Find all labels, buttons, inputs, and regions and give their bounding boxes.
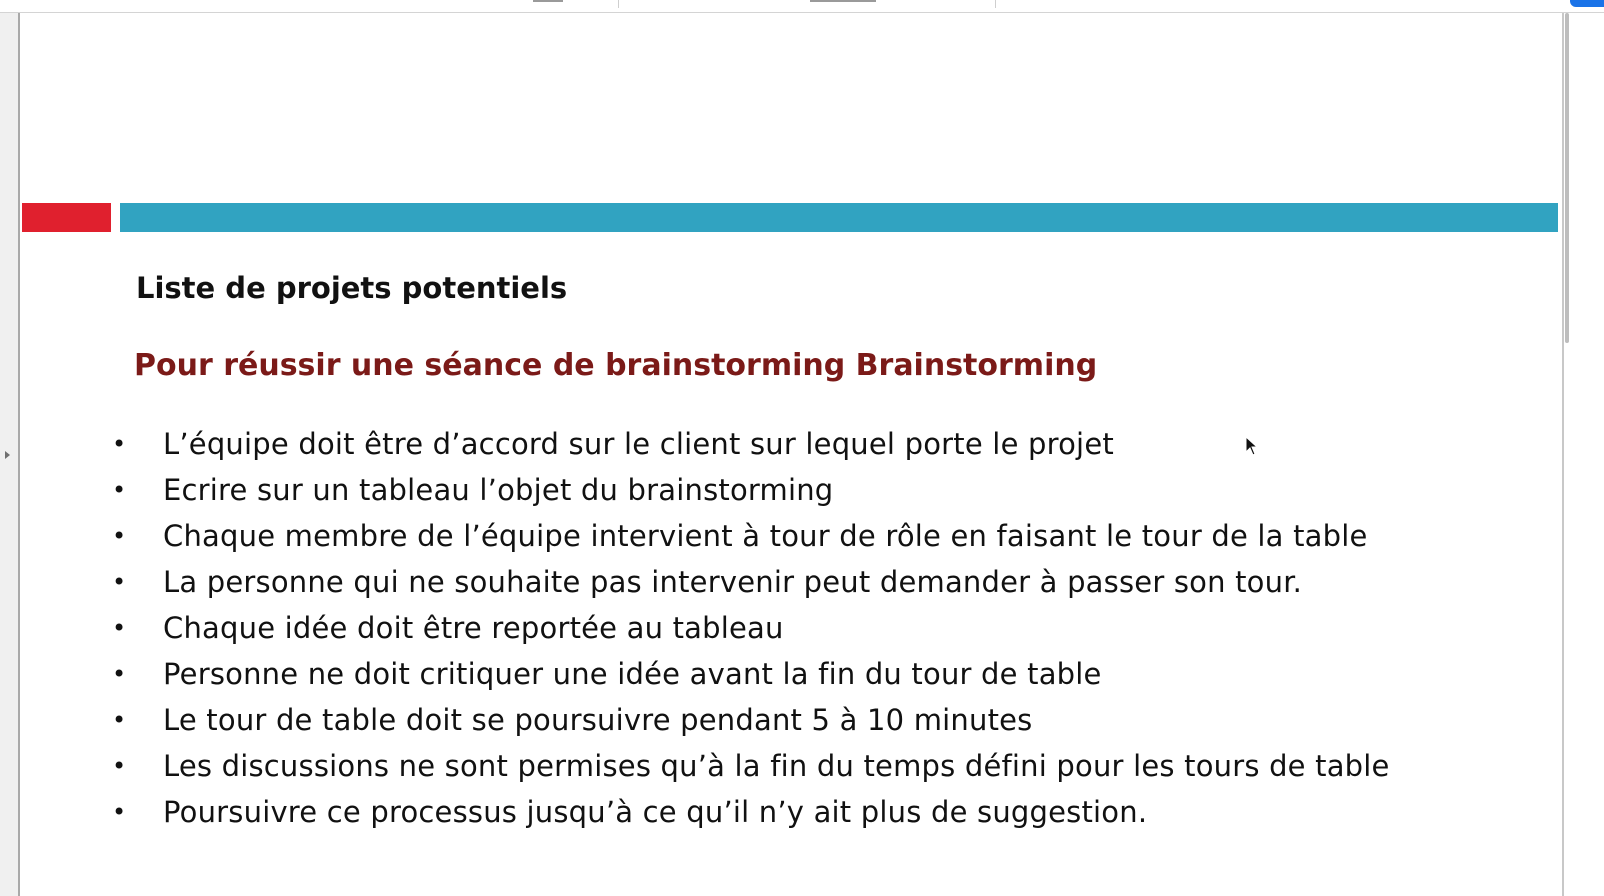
- slide-subtitle: Pour réussir une séance de brainstorming Brainstorming: [134, 348, 1098, 383]
- bullet-text: Les discussions ne sont permises qu’à la fin du temps défini pour les tours de table: [163, 749, 1390, 783]
- accent-bar-teal: [120, 203, 1558, 232]
- bullet-text: L’équipe doit être d’accord sur le client sur lequel porte le projet: [163, 427, 1114, 461]
- bullet-dot: •: [112, 522, 127, 550]
- thumbnail-pane-collapsed: [0, 13, 20, 896]
- chevron-right-icon[interactable]: [5, 451, 10, 459]
- toolbar-fragment: [533, 0, 563, 2]
- cursor-arrow-graphic: [1245, 436, 1259, 458]
- bullet-text: Ecrire sur un tableau l’objet du brainstorming: [163, 473, 834, 507]
- bullet-text: La personne qui ne souhaite pas intervenir peut demander à passer son tour.: [163, 565, 1303, 599]
- bullet-dot: •: [112, 568, 127, 596]
- bullet-text: Chaque idée doit être reportée au tableau: [163, 611, 784, 645]
- bullet-text: Personne ne doit critiquer une idée avant la fin du tour de table: [163, 657, 1102, 691]
- toolbar-separator: [618, 0, 619, 8]
- toolbar-separator: [995, 0, 996, 8]
- toolbar-strip: [0, 0, 1604, 13]
- bullet-dot: •: [112, 614, 127, 642]
- bullet-dot: •: [112, 706, 127, 734]
- bullet-dot: •: [112, 798, 127, 826]
- bullet-text: Chaque membre de l’équipe intervient à tour de rôle en faisant le tour de la table: [163, 519, 1368, 553]
- scrollbar-track: [1562, 13, 1564, 896]
- accent-bar-red: [22, 203, 111, 232]
- toolbar-fragment: [810, 0, 876, 2]
- slide-canvas: [20, 13, 1560, 896]
- bullet-text: Le tour de table doit se poursuivre pendant 5 à 10 minutes: [163, 703, 1033, 737]
- vertical-scrollbar[interactable]: [1562, 13, 1604, 896]
- scrollbar-thumb[interactable]: [1565, 13, 1569, 343]
- bullet-dot: •: [112, 430, 127, 458]
- bullet-dot: •: [112, 476, 127, 504]
- slide-title: Liste de projets potentiels: [136, 271, 568, 305]
- bullet-dot: •: [112, 752, 127, 780]
- bullet-dot: •: [112, 660, 127, 688]
- toolbar-accent-button[interactable]: [1570, 0, 1604, 7]
- bullet-text: Poursuivre ce processus jusqu’à ce qu’il n’y ait plus de suggestion.: [163, 795, 1148, 829]
